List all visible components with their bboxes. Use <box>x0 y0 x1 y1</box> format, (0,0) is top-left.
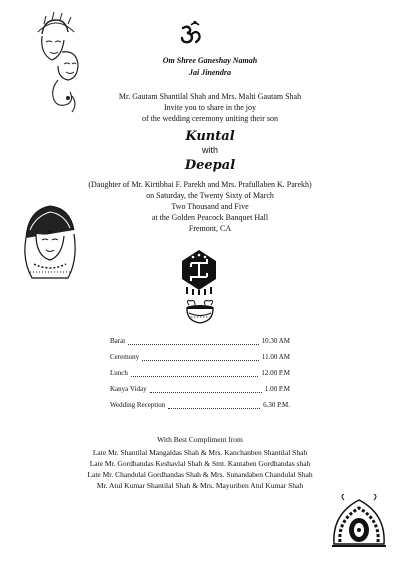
schedule-event: Barat <box>110 337 126 345</box>
invocation-line-2: Jai Jinendra <box>188 68 231 77</box>
kalash-pots-icon <box>183 299 217 325</box>
schedule-event: Wedding Reception <box>110 401 166 409</box>
om-symbol-icon <box>178 20 204 46</box>
ornate-shell-icon <box>330 494 388 550</box>
schedule-time: 10.30 AM <box>261 337 290 345</box>
compliments-heading: With Best Compliment from <box>157 435 243 444</box>
schedule-row <box>110 333 290 349</box>
schedule-time: 6.30 P.M. <box>263 401 290 409</box>
venue-line: at the Golden Peacock Banquet Hall <box>151 213 269 222</box>
groom-name: Kuntal <box>185 129 235 144</box>
compliments-line: Late Mr. Shantilal Mangaldas Shah & Mrs. Kanchanben Shantilal Shah <box>92 448 308 457</box>
jain-swastik-emblem-icon <box>179 249 219 295</box>
city-line: Fremont, CA <box>188 224 232 233</box>
invocation-line-1: Om Shree Ganeshay Namah <box>162 56 258 65</box>
schedule-event: Ceremony <box>110 353 140 361</box>
leader-dots <box>168 408 260 409</box>
schedule-row <box>110 397 290 413</box>
hosts-line: Mr. Gautam Shantilal Shah and Mrs. Malti Gautam Shah <box>118 92 302 101</box>
year-line: Two Thousand and Five <box>171 202 249 211</box>
leader-dots <box>131 376 259 377</box>
compliments-line: Mr. Atul Kumar Shantilal Shah & Mrs. Mayuriben Atul Kumar Shah <box>96 481 304 490</box>
leader-dots <box>142 360 259 361</box>
leader-dots <box>128 344 258 345</box>
schedule-event: Lunch <box>110 369 128 377</box>
occasion-line: of the wedding ceremony uniting their son <box>142 114 278 123</box>
bride-in-veil-icon <box>22 200 78 282</box>
schedule-row <box>110 381 290 397</box>
compliments-line: Late Mr. Gordhandas Keshavlal Shah & Smt. Kantaben Gordhandas shah <box>89 459 311 468</box>
schedule-list <box>110 333 290 413</box>
schedule-time: 12.00 P.M <box>261 369 290 377</box>
schedule-time: 1.00 P.M <box>264 385 290 393</box>
date-line: on Saturday, the Twenty Sixty of March <box>146 191 274 200</box>
schedule-time: 11.00 AM <box>261 353 290 361</box>
schedule-event: Kanya Viday <box>110 385 147 393</box>
bride-name: Deepal <box>184 158 236 173</box>
schedule-row <box>110 365 290 381</box>
compliments-line: Late Mr. Chandulal Gordhandas Shah & Mrs. Sunandaben Chandulal Shah <box>87 470 313 479</box>
with-word: with <box>201 145 218 155</box>
bride-parents-line: (Daughter of Mr. Kirtibhai F. Parekh and Mrs. Prafullaben K. Parekh) <box>88 180 312 189</box>
leader-dots <box>150 392 262 393</box>
invite-line: Invite you to share in the joy <box>164 103 256 112</box>
schedule-row <box>110 349 290 365</box>
